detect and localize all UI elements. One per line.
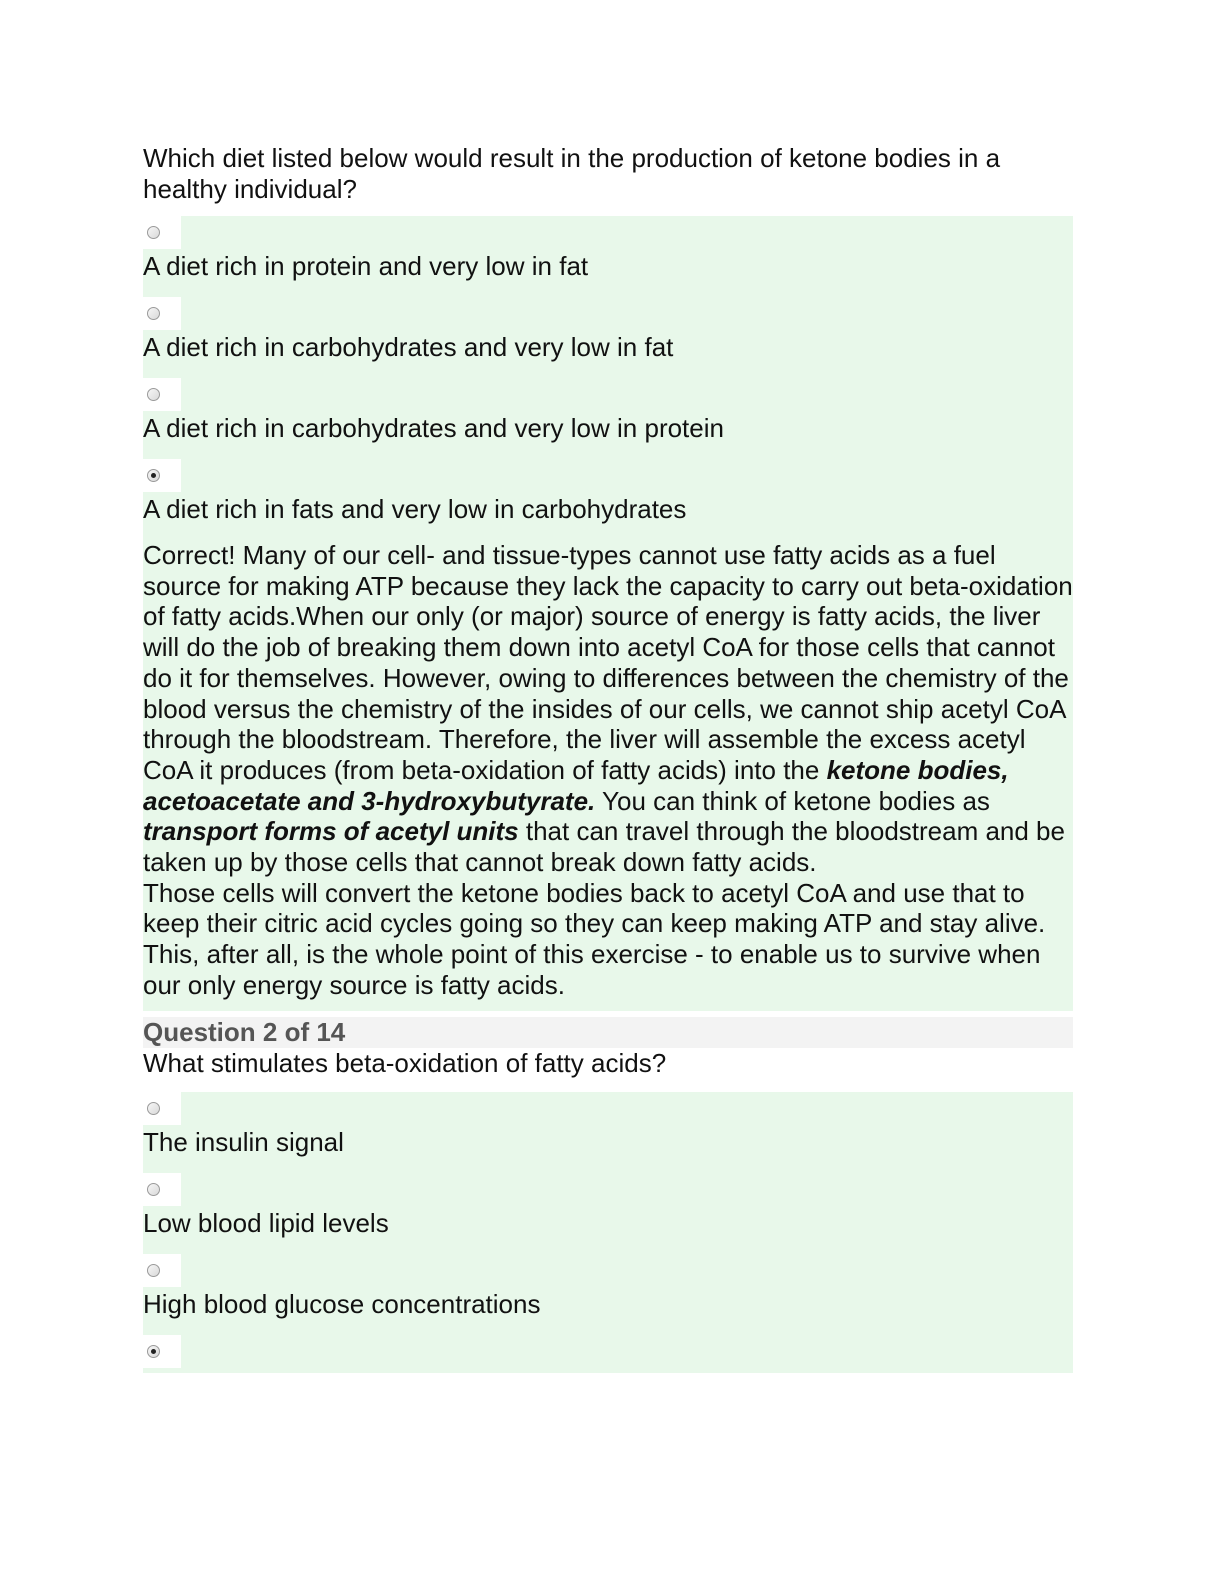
question-2-answers [143, 1092, 1073, 1373]
option-1-1[interactable] [143, 216, 1073, 297]
question-2-header: Question 2 of 14 [143, 1017, 1073, 1048]
feedback-text: Those cells will convert the ketone bodies back to acetyl CoA and use that to keep their citric acid cycles going so they can keep making ATP and stay alive. This, after all, is the whole point of this exercise - to enable us to survive when our only energy source is fatty acids. [143, 877, 1046, 1000]
radio-button-selected[interactable] [147, 469, 160, 482]
option-label: The insulin signal [143, 1126, 344, 1157]
question-1-text: Which diet listed below would result in the production of ketone bodies in a healthy individual? [143, 143, 1001, 204]
option-label: Low blood lipid levels [143, 1207, 389, 1238]
radio-button[interactable] [147, 388, 160, 401]
radio-button-selected[interactable] [147, 1345, 160, 1358]
question-2-text: What stimulates beta-oxidation of fatty acids? [143, 1047, 667, 1078]
radio-button[interactable] [147, 1102, 160, 1115]
radio-button[interactable] [147, 1183, 160, 1196]
radio-cell [143, 216, 181, 249]
feedback-emphasis: transport forms of acetyl units [143, 816, 519, 847]
radio-cell [143, 459, 181, 492]
feedback-emphasis: ketone bodies, acetoacetate and 3-hydroxybutyrate. [143, 754, 1009, 816]
option-1-4[interactable] [143, 459, 1073, 540]
option-2-1[interactable] [143, 1092, 1073, 1173]
option-label: A diet rich in carbohydrates and very low in protein [143, 413, 724, 443]
radio-cell [143, 378, 181, 411]
option-label: High blood glucose concentrations [143, 1288, 541, 1319]
option-label: A diet rich in carbohydrates and very low in fat [143, 332, 674, 362]
radio-cell [143, 1254, 181, 1287]
radio-cell [143, 1092, 181, 1125]
option-2-3[interactable] [143, 1254, 1073, 1335]
radio-cell [143, 1335, 181, 1368]
option-label: A diet rich in fats and very low in carbohydrates [143, 494, 687, 524]
feedback-text: You can think of ketone bodies as [595, 785, 990, 816]
answer-feedback [143, 540, 1073, 1001]
radio-button[interactable] [147, 307, 160, 320]
feedback-text: that can travel through the bloodstream and be taken up by those cells that cannot break down fatty acids. [143, 816, 1065, 878]
option-2-2[interactable] [143, 1173, 1073, 1254]
option-label: A diet rich in protein and very low in fat [143, 251, 589, 281]
quiz-page [143, 143, 1073, 1373]
option-1-3[interactable] [143, 378, 1073, 459]
option-1-2[interactable] [143, 297, 1073, 378]
feedback-text: Correct! Many of our cell- and tissue-types cannot use fatty acids as a fuel source for making ATP because they lack the capacity to carry out beta-oxidation of fatty acids.When our only (or major) source of energy is fatty acids, the liver will do the job of breaking them down into acetyl CoA for those cells that cannot do it for themselves. However, owing to differences between the chemistry of the blood versus the chemistry of the insides of our cells, we cannot ship acetyl CoA through the bloodstream. Therefore, the liver will assemble the excess acetyl CoA it produces (from beta-oxidation of fatty acids) into the [143, 540, 1073, 785]
radio-cell [143, 1173, 181, 1206]
radio-button[interactable] [147, 226, 160, 239]
question-1-answers [143, 216, 1073, 1011]
radio-button[interactable] [147, 1264, 160, 1277]
option-2-4[interactable] [143, 1335, 1073, 1368]
radio-cell [143, 297, 181, 330]
